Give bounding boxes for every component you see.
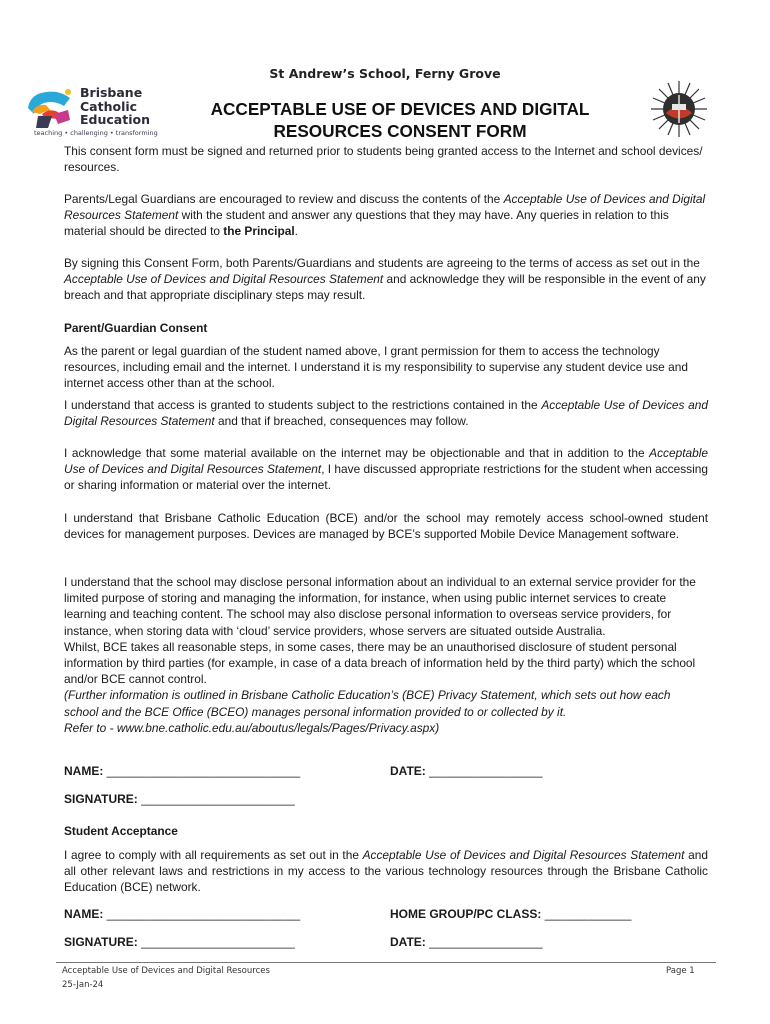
student-signature-label: SIGNATURE:: [64, 935, 138, 949]
student-acceptance-heading: Student Acceptance: [64, 824, 178, 838]
intro-text-2a: Parents/Legal Guardians are encouraged to review and discuss the contents of the: [64, 192, 504, 206]
student-date-label: DATE:: [390, 935, 426, 949]
parent-text-2b: and that if breached, consequences may follow.: [214, 414, 469, 429]
logo-word-brisbane: Brisbane: [80, 85, 143, 100]
school-name: St Andrew’s School, Ferny Grove: [269, 66, 501, 81]
student-signature-field[interactable]: [64, 935, 295, 949]
footer-page-number: Page 1: [666, 966, 695, 976]
form-title-line2: RESOURCES CONSENT FORM: [273, 121, 527, 141]
principal-ref: the Principal: [223, 224, 295, 239]
logo-tagline: teaching • challenging • transforming: [34, 129, 158, 137]
aup-statement-ref: Acceptable Use of Devices and Digital Resources Statement: [64, 192, 706, 223]
logo-word-education: Education: [80, 112, 150, 127]
home-group-label: HOME GROUP/PC CLASS:: [390, 907, 542, 921]
logo-word-catholic: Catholic: [80, 98, 138, 114]
intro-text-2: [64, 191, 708, 240]
student-name-line[interactable]: _____________________________: [106, 907, 301, 921]
privacy-note-text: (Further information is outlined in Brisbane Catholic Education’s (BCE) Privacy Statement, which sets out how each school and the BCE Office (BCEO) manages personal information provided to or collected by it.: [64, 688, 671, 719]
privacy-link-text[interactable]: Refer to - www.bne.catholic.edu.au/aboutus/legals/Pages/Privacy.aspx): [64, 720, 440, 735]
parent-date-label: DATE:: [390, 764, 426, 778]
parent-text-5: I understand that the school may disclose personal information about an individual to an external service provider for the limited purpose of storing and managing the information, for instance, when using public internet services to create learning and teaching content. The school may also disclose personal information to overseas service providers, for instance, when storing data with ‘cloud’ service providers, whose servers are situated outside Australia.: [64, 575, 696, 638]
parent-text-4: I understand that Brisbane Catholic Education (BCE) and/or the school may remotely access school-owned student devices for management purposes. Devices are managed by BCE’s supported Mobile Device Management software.: [64, 511, 708, 542]
footer-divider: [56, 962, 716, 963]
form-title-line1: ACCEPTABLE USE OF DEVICES AND DIGITAL: [210, 99, 590, 119]
intro-text-3b: and acknowledge they will be responsible in the event of any breach and that appropriate disciplinary steps may result.: [64, 272, 706, 303]
parent-name-field[interactable]: [64, 764, 300, 778]
student-signature-line[interactable]: _______________________: [141, 935, 295, 949]
parent-signature-field[interactable]: [64, 792, 295, 806]
parent-name-label: NAME:: [64, 764, 104, 778]
parent-text-2: [64, 397, 708, 429]
parent-paragraph-5: [64, 574, 708, 736]
form-title: [160, 98, 640, 142]
student-text-1: [64, 847, 708, 896]
parent-text-2a: I understand that access is granted to students subject to the restrictions contained in the: [64, 398, 542, 412]
parent-paragraph-4: [64, 510, 708, 542]
parent-date-line[interactable]: _________________: [429, 764, 543, 778]
parent-paragraph-1: [64, 343, 708, 392]
privacy-note: [64, 687, 708, 719]
parent-paragraph-2: [64, 397, 708, 429]
aup-statement-ref: Acceptable Use of Devices and Digital Resources Statement: [362, 848, 685, 862]
aup-statement-ref: Acceptable Use of Devices and Digital Resources Statement: [64, 398, 708, 429]
intro-text-2c: .: [294, 224, 298, 239]
privacy-link: [64, 720, 708, 736]
intro-paragraph-2: [64, 191, 708, 240]
student-name-field[interactable]: [64, 907, 300, 921]
logo-wordmark: [80, 86, 150, 127]
aup-statement-ref: Acceptable Use of Devices and Digital Resources Statement: [64, 446, 708, 477]
student-date-field[interactable]: [390, 935, 543, 949]
parent-name-line[interactable]: _____________________________: [106, 764, 301, 778]
parent-text-1: As the parent or legal guardian of the student named above, I grant permission for them to access the technology resources, including email and the internet. I understand it is my responsibility to supervise any student device use and internet access other than at the school.: [64, 344, 688, 391]
bce-logo-icon: [24, 86, 78, 130]
parent-text-6: Whilst, BCE takes all reasonable steps, in some cases, there may be an unauthorised disclosure of student personal information by third parties (for example, in case of a data breach of information held by the third party) which the school and/or BCE cannot control.: [64, 639, 696, 687]
parent-consent-heading: Parent/Guardian Consent: [64, 321, 208, 335]
parent-text-3b: , I have discussed appropriate restrictions for the student when accessing or sharing information or material over the internet.: [64, 462, 708, 493]
home-group-field[interactable]: [390, 907, 631, 921]
footer-date: 25-Jan-24: [62, 980, 104, 990]
intro-paragraph-3: [64, 255, 708, 304]
intro-text-2b: with the student and answer any questions that they may have. Any queries in relation to this material should be directed to: [64, 208, 669, 239]
parent-date-field[interactable]: [390, 764, 543, 778]
intro-text-1: This consent form must be signed and returned prior to students being granted access to the Internet and school devices/ resources.: [64, 144, 703, 175]
student-name-label: NAME:: [64, 907, 104, 921]
intro-text-3a: By signing this Consent Form, both Parents/Guardians and students are agreeing to the terms of access as set out in the: [64, 256, 700, 270]
aup-statement-ref: Acceptable Use of Devices and Digital Resources Statement: [64, 272, 384, 287]
student-paragraph-1: [64, 847, 708, 896]
parent-text-3: [64, 445, 708, 494]
parent-signature-label: SIGNATURE:: [64, 792, 138, 806]
home-group-line[interactable]: _____________: [544, 907, 632, 921]
student-date-line[interactable]: _________________: [429, 935, 543, 949]
intro-text-3: [64, 255, 708, 304]
parent-text-3a: I acknowledge that some material available on the internet may be objectionable and that in addition to the: [64, 446, 650, 460]
student-text-1a: I agree to comply with all requirements as set out in the: [64, 848, 363, 862]
parent-signature-line[interactable]: _______________________: [141, 792, 295, 806]
parent-paragraph-3: [64, 445, 708, 494]
footer-doc-title: Acceptable Use of Devices and Digital Resources: [62, 966, 270, 976]
bce-logo: [24, 85, 158, 140]
intro-paragraph-1: [64, 143, 708, 175]
student-text-1b: and all other relevant laws and restrictions in my access to the various technology resources through the Brisbane Catholic Education (BCE) network.: [64, 848, 708, 895]
school-crest-icon: [650, 80, 708, 138]
